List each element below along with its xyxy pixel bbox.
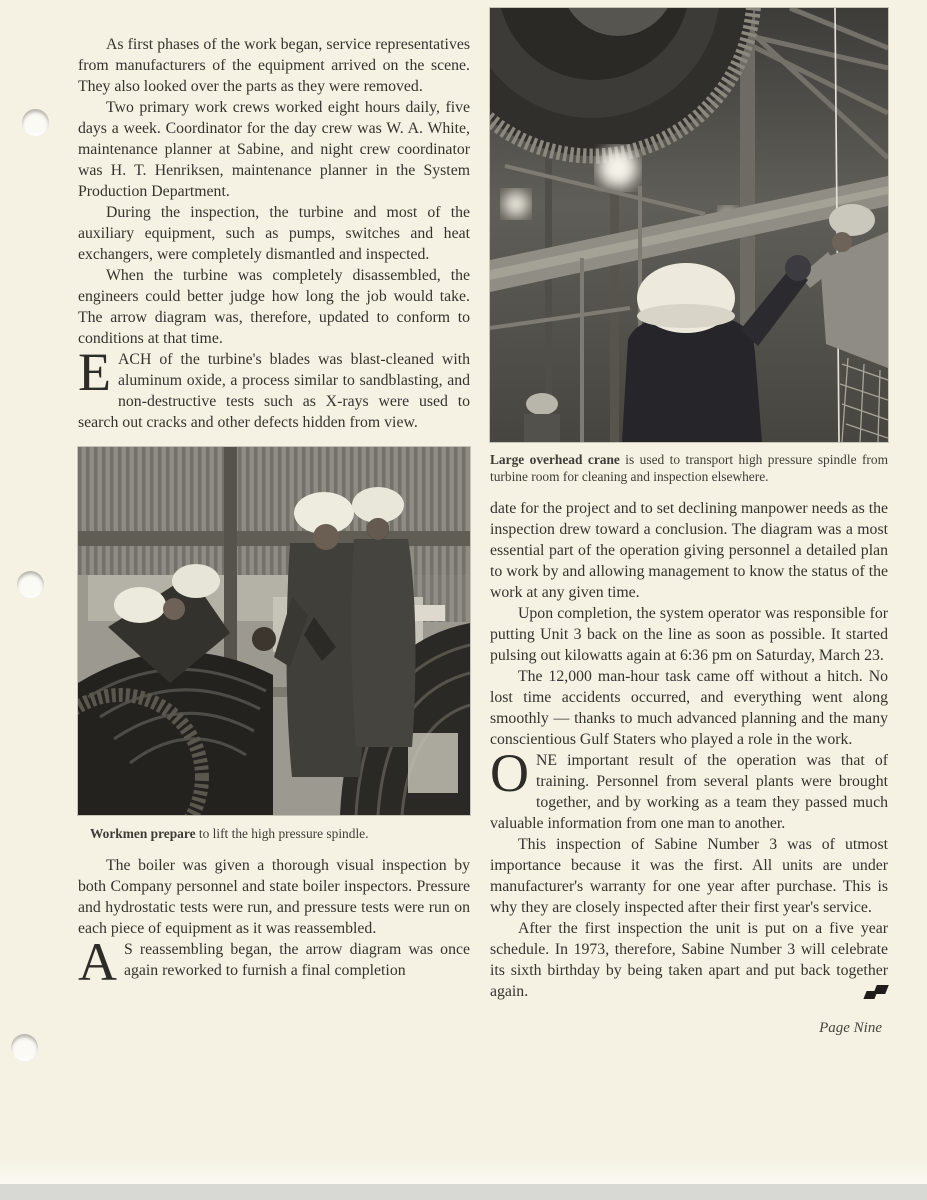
photo-caption: [490, 451, 888, 485]
left-column: [78, 34, 470, 993]
paragraph-dropcap-one: [490, 743, 888, 834]
binder-hole-top: [22, 109, 49, 136]
dropcap-letter: A: [78, 932, 117, 993]
scan-edge-bottom: [0, 1184, 927, 1200]
work-light: [503, 191, 529, 217]
paragraph: This inspection of Sabine Number 3 was of utmost importance because it was the first. All units are under manufacturer's warranty for one year after purchase. This is why they are closely inspected after their first year's service.: [490, 836, 888, 917]
binder-hole-bottom: [11, 1034, 38, 1061]
photo-caption: [78, 825, 470, 842]
work-light: [598, 148, 638, 188]
paragraph: During the inspection, the turbine and most of the auxiliary equipment, such as pumps, switches and heat exchangers, were completely dismantled and inspected.: [78, 204, 470, 263]
paragraph: The boiler was given a thorough visual inspection by both Company personnel and state boiler inspectors. Pressure and hydrostatic tests were run, and pressure tests were run on each piece of equipment as it was reassembled.: [78, 857, 470, 938]
caption-text: to lift the high pressure spindle.: [195, 826, 369, 841]
worker-distant: [524, 393, 560, 442]
paragraph: Upon completion, the system operator was responsible for putting Unit 3 back on the line as soon as possible. It started pulsing out kilowatts again at 6:36 pm on Saturday, March 23.: [490, 605, 888, 665]
photo-workmen-spindle: [78, 447, 470, 815]
paragraph: date for the project and to set declining manpower needs as the inspection drew toward a conclusion. The diagram was a most essential part of the operation giving personnel a detailed plan to work by and allowing management to know the status of the work at any given time.: [490, 500, 888, 602]
paragraph-text: NE important result of the operation was that of training. Personnel from several plants were brought together, and by working as a team they passed much valuable information from one man to another.: [490, 752, 888, 833]
paragraph-dropcap-as: [78, 932, 470, 993]
caption-text: is used to transport high pressure spindle from turbine room for cleaning and inspection elsewhere.: [490, 452, 888, 484]
caption-lead: Workmen prepare: [90, 826, 196, 841]
paragraph: [490, 918, 888, 1002]
dropcap-letter: O: [490, 743, 529, 804]
right-column: [490, 8, 888, 1039]
paragraph-text: ACH of the turbine's blades was blast-cleaned with aluminum oxide, a process similar to sandblasting, and non-destructive tests such as X-rays were used to search out cracks and other defects hidden from view.: [78, 351, 470, 431]
paragraph: The 12,000 man-hour task came off without a hitch. No lost time accidents occurred, and everything went along smoothly — thanks to much advanced planning and the many conscientious Gulf Staters who played a role in the work.: [490, 668, 888, 749]
page-number: Page Nine: [819, 1020, 882, 1037]
photo-overhead-crane: [490, 8, 888, 442]
scan-edge-highlight: [0, 1158, 927, 1184]
paragraph-text: S reassembling began, the arrow diagram was once again reworked to furnish a final completion: [124, 941, 470, 980]
wall-beam: [78, 531, 470, 546]
paragraph-dropcap-each: [78, 342, 470, 433]
paragraph: As first phases of the work began, service representatives from manufacturers of the equipment arrived on the scene. They also looked over the parts as they were removed.: [78, 36, 470, 95]
end-mark-icon: [864, 985, 888, 999]
binder-hole-middle: [17, 571, 44, 598]
dropcap-letter: E: [78, 342, 111, 402]
paragraph-text: After the first inspection the unit is put on a five year schedule. In 1973, therefore, Sabine Number 3 will celebrate its sixth birthday by being taken apart and put back together again.: [490, 920, 888, 1001]
paragraph: When the turbine was completely disassembled, the engineers could better judge how long the job would take. The arrow diagram was, therefore, updated to conform to conditions at that time.: [78, 267, 470, 347]
caption-lead: Large overhead crane: [490, 452, 620, 467]
worker-head: [252, 627, 276, 651]
paragraph: Two primary work crews worked eight hours daily, five days a week. Coordinator for the day crew was W. A. White, maintenance planner at Sabine, and night crew coordinator was H. T. Henriksen, maintenance planner in the System Production Department.: [78, 99, 470, 200]
